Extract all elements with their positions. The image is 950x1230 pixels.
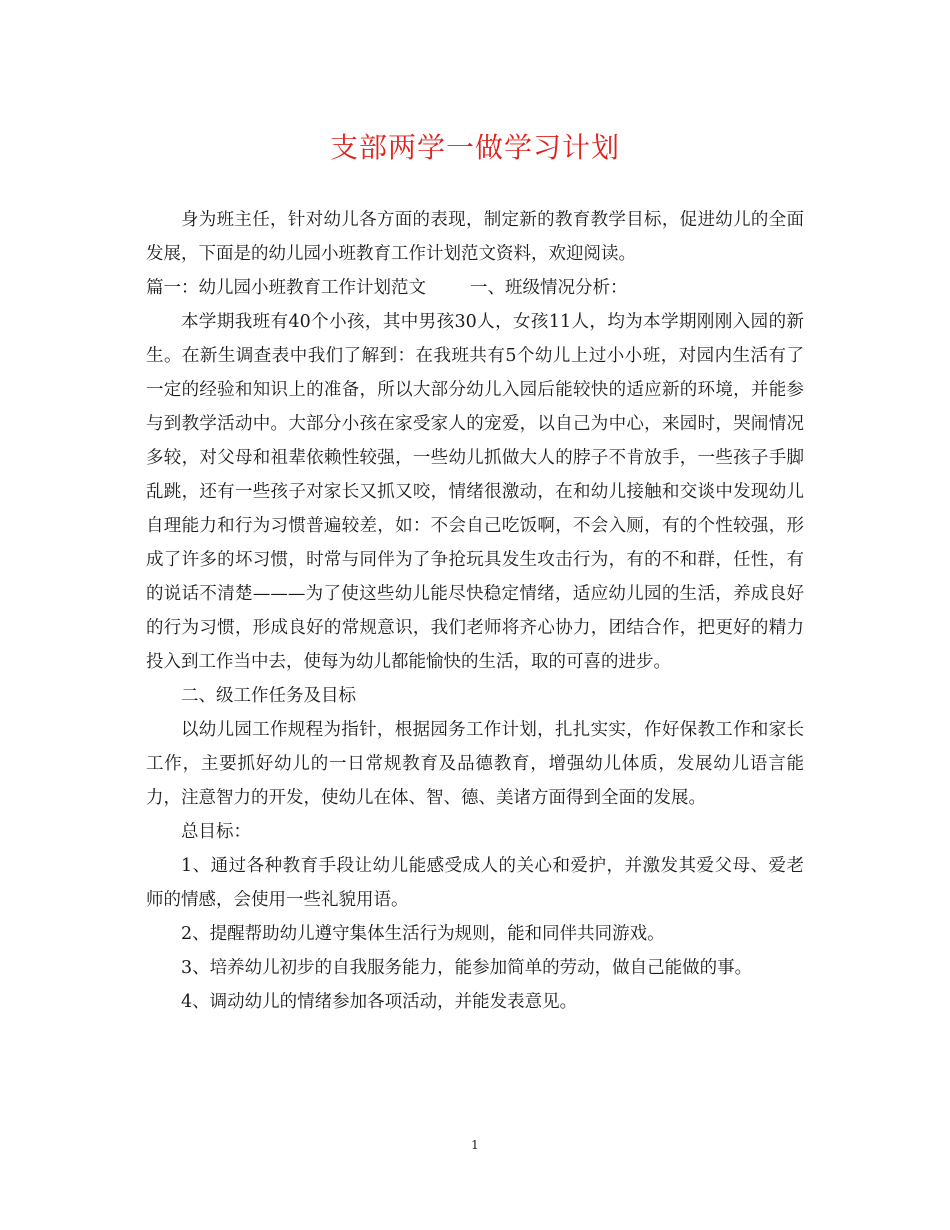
section1-heading: 篇一：幼儿园小班教育工作计划范文 <box>146 278 426 298</box>
document-title: 支部两学一做学习计划 <box>329 131 620 164</box>
section1-subheading: 一、班级情况分析： <box>470 278 628 298</box>
section2-heading: 二、级工作任务及目标 <box>181 686 356 706</box>
goals-heading: 总目标： <box>181 822 251 842</box>
section-heading-line <box>146 271 804 305</box>
goal-item: 4、调动幼儿的情绪参加各项活动，并能发表意见。 <box>181 992 578 1012</box>
class-analysis-paragraph: 本学期我班有40个小孩，其中男孩30人，女孩11人，均为本学期刚刚入园的新生。在新生调查表中我们了解到：在我班共有5个幼儿上过小小班，对园内生活有了一定的经验和知识上的准备，所以大部分幼儿入园后能较快的适应新的环境，并能参与到教学活动中。大部分小孩在家受家人的宠爱，以自己为中心，来园时，哭闹情况多较，对父母和祖辈依赖性较强，一些幼儿抓做大人的脖子不肯放手，一些孩子手脚乱跳，还有一些孩子对家长又抓又咬，情绪很激动，在和幼儿接触和交谈中发现幼儿自理能力和行为习惯普遍较差，如：不会自己吃饭啊，不会入厕，有的个性较强，形成了许多的坏习惯，时常与同伴为了争抢玩具发生攻击行为，有的不和群，任性，有的说话不清楚———为了使这些幼儿能尽快稳定情绪，适应幼儿园的生活，养成良好的行为习惯，形成良好的常规意识，我们老师将齐心协力，团结合作，把更好的精力投入到工作当中去，使每为幼儿都能愉快的生活，取的可喜的进步。 <box>146 312 804 672</box>
goal-item: 2、提醒帮助幼儿遵守集体生活行为规则，能和同伴共同游戏。 <box>181 924 665 944</box>
document-body <box>146 203 804 1019</box>
goal-item: 3、培养幼儿初步的自我服务能力，能参加简单的劳动，做自己能做的事。 <box>181 958 753 978</box>
tasks-paragraph: 以幼儿园工作规程为指针，根据园务工作计划，扎扎实实，作好保教工作和家长工作，主要抓好幼儿的一日常规教育及品德教育，增强幼儿体质，发展幼儿语言能力，注意智力的开发，使幼儿在体、智、德、美诸方面得到全面的发展。 <box>146 720 804 808</box>
page-number: 1 <box>471 1138 479 1152</box>
intro-paragraph: 身为班主任，针对幼儿各方面的表现，制定新的教育教学目标，促进幼儿的全面发展，下面是的幼儿园小班教育工作计划范文资料，欢迎阅读。 <box>146 210 804 264</box>
goal-item: 1、通过各种教育手段让幼儿能感受成人的关心和爱护，并激发其爱父母、爱老师的情感，会使用一些礼貌用语。 <box>146 856 804 910</box>
